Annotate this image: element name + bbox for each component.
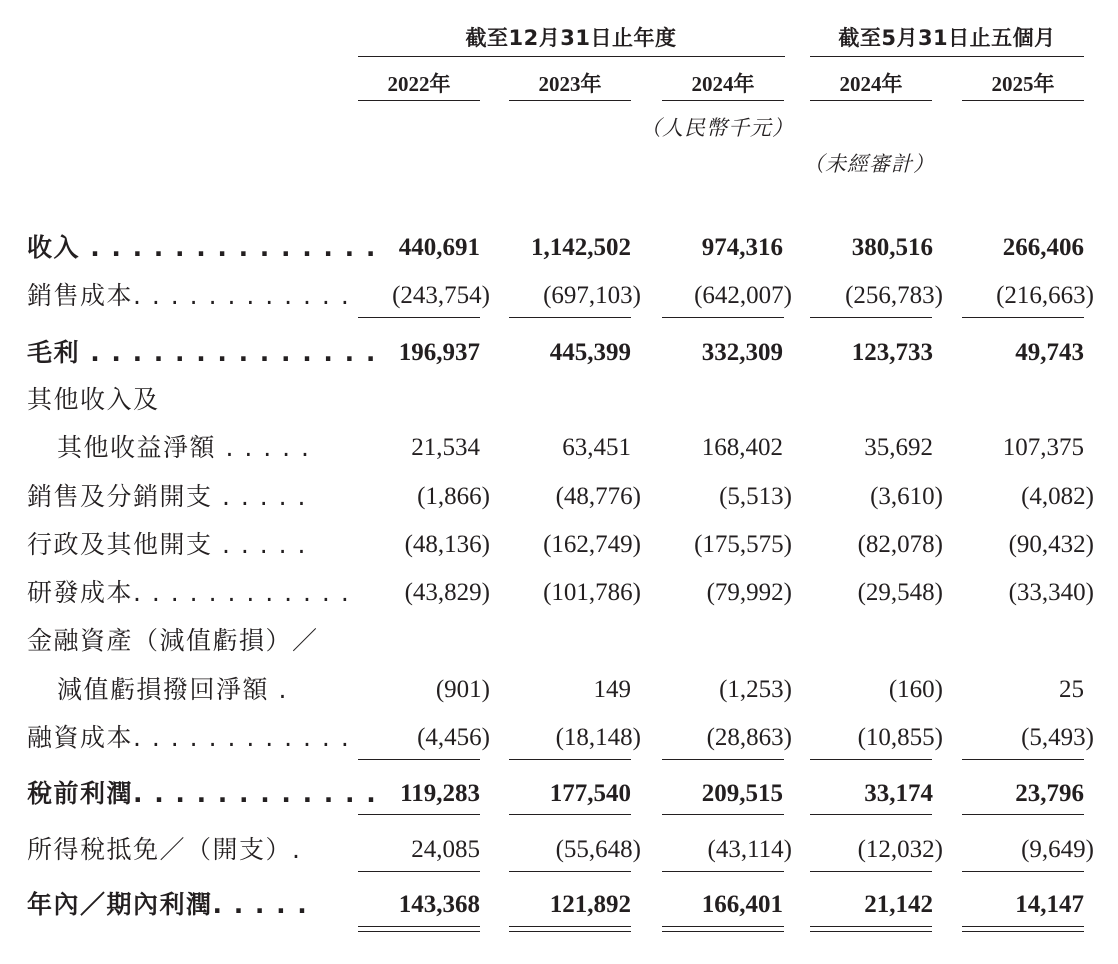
- subtotal-rule: [358, 317, 480, 318]
- table-cell: 21,534: [411, 434, 480, 461]
- row-label: 稅前利潤. . . . . . . . . . . .: [27, 779, 378, 808]
- total-double-rule: [509, 926, 631, 932]
- table-cell: 49,743: [1015, 339, 1084, 366]
- table-cell: (216,663): [996, 282, 1094, 309]
- table-cell: 380,516: [851, 234, 933, 261]
- year-header-5: 2025年: [991, 72, 1055, 96]
- table-row-impairment-label: [0, 621, 1118, 661]
- table-cell: (29,548): [857, 579, 943, 606]
- table-cell: 21,142: [864, 891, 933, 918]
- table-cell: (1,866): [417, 483, 490, 510]
- table-row-rnd-costs: [0, 573, 1118, 613]
- table-cell: 166,401: [701, 891, 783, 918]
- table-cell: 196,937: [398, 339, 480, 366]
- subtotal-rule: [662, 871, 784, 872]
- row-label: 行政及其他開支 . . . . .: [27, 530, 307, 559]
- subtotal-rule: [810, 871, 932, 872]
- table-cell: (642,007): [694, 282, 792, 309]
- table-cell: (79,992): [706, 579, 792, 606]
- table-row-admin-expenses: [0, 525, 1118, 565]
- table-cell: (90,432): [1008, 531, 1094, 558]
- table-cell: 1,142,502: [531, 234, 631, 261]
- table-row-cost-of-sales: [0, 276, 1118, 316]
- subtotal-rule: [962, 871, 1084, 872]
- table-cell: (18,148): [555, 724, 641, 751]
- year-header-1: 2022年: [387, 72, 451, 96]
- year-header-rule-3: [662, 100, 784, 101]
- table-cell: (9,649): [1021, 836, 1094, 863]
- total-double-rule: [358, 926, 480, 932]
- year-header-rule-5: [962, 100, 1084, 101]
- table-cell: 121,892: [549, 891, 631, 918]
- table-cell: (4,082): [1021, 483, 1094, 510]
- table-cell: (697,103): [543, 282, 641, 309]
- subtotal-rule: [962, 814, 1084, 815]
- table-cell: (55,648): [555, 836, 641, 863]
- subtotal-rule: [358, 871, 480, 872]
- table-cell: 119,283: [400, 780, 480, 807]
- table-cell: (175,575): [694, 531, 792, 558]
- table-cell: (28,863): [706, 724, 792, 751]
- subtotal-rule: [509, 317, 631, 318]
- table-row-impairment-net: [0, 670, 1118, 710]
- row-label: 年內／期內利潤. . . . .: [27, 890, 309, 919]
- table-cell: 123,733: [851, 339, 933, 366]
- row-label: 研發成本. . . . . . . . . . . .: [27, 578, 351, 607]
- table-cell: (43,829): [404, 579, 490, 606]
- table-cell: (82,078): [857, 531, 943, 558]
- row-label: 毛利 . . . . . . . . . . . . . .: [27, 338, 377, 367]
- subtotal-rule: [358, 814, 480, 815]
- table-cell: 440,691: [398, 234, 480, 261]
- total-double-rule: [962, 926, 1084, 932]
- table-cell: 63,451: [562, 434, 631, 461]
- table-row-finance-costs: [0, 718, 1118, 758]
- table-cell: 974,316: [701, 234, 783, 261]
- table-cell: 23,796: [1015, 780, 1084, 807]
- table-cell: 24,085: [411, 836, 480, 863]
- year-header-rule-1: [358, 100, 480, 101]
- subtotal-rule: [810, 759, 932, 760]
- row-label: 減值虧損撥回淨額 .: [57, 675, 288, 704]
- table-cell: 14,147: [1015, 891, 1084, 918]
- table-cell: (1,253): [719, 676, 792, 703]
- row-label: 金融資產（減值虧損）／: [27, 626, 319, 655]
- table-cell: (162,749): [543, 531, 641, 558]
- table-cell: (101,786): [543, 579, 641, 606]
- group-header-five-months: 截至5月31日止五個月: [838, 26, 1056, 50]
- table-cell: 445,399: [549, 339, 631, 366]
- subtotal-rule: [662, 814, 784, 815]
- total-double-rule: [810, 926, 932, 932]
- subtotal-rule: [509, 871, 631, 872]
- unaudited-note: （未經審計）: [803, 152, 935, 176]
- table-cell: (33,340): [1008, 579, 1094, 606]
- total-double-rule: [662, 926, 784, 932]
- year-header-2: 2023年: [538, 72, 602, 96]
- table-cell: 35,692: [864, 434, 933, 461]
- subtotal-rule: [962, 759, 1084, 760]
- table-row-revenue: [0, 228, 1118, 268]
- table-cell: (4,456): [417, 724, 490, 751]
- table-cell: 177,540: [549, 780, 631, 807]
- table-cell: (48,136): [404, 531, 490, 558]
- table-row-profit-before-tax: [0, 774, 1118, 814]
- subtotal-rule: [810, 317, 932, 318]
- table-cell: (901): [435, 676, 490, 703]
- row-label: 所得稅抵免／（開支）.: [27, 835, 302, 864]
- subtotal-rule: [810, 814, 932, 815]
- table-cell: (5,513): [719, 483, 792, 510]
- table-cell: (256,783): [845, 282, 943, 309]
- table-cell: (10,855): [857, 724, 943, 751]
- row-label: 收入 . . . . . . . . . . . . . .: [27, 233, 377, 262]
- table-cell: 33,174: [864, 780, 933, 807]
- table-cell: (43,114): [707, 836, 792, 863]
- group-header-rule-five-months: [810, 56, 1084, 57]
- year-header-4: 2024年: [839, 72, 903, 96]
- table-cell: 266,406: [1002, 234, 1084, 261]
- subtotal-rule: [962, 317, 1084, 318]
- table-cell: 332,309: [701, 339, 783, 366]
- table-cell: (48,776): [555, 483, 641, 510]
- subtotal-rule: [509, 814, 631, 815]
- table-cell: 149: [593, 676, 631, 703]
- subtotal-rule: [358, 759, 480, 760]
- group-header-fiscal-years: 截至12月31日止年度: [465, 26, 677, 50]
- table-cell: (12,032): [857, 836, 943, 863]
- table-cell: (160): [888, 676, 943, 703]
- table-row-gross-profit: [0, 333, 1118, 373]
- subtotal-rule: [662, 317, 784, 318]
- table-cell: 107,375: [1002, 434, 1084, 461]
- table-cell: (5,493): [1021, 724, 1094, 751]
- row-label: 銷售及分銷開支 . . . . .: [27, 482, 307, 511]
- row-label: 其他收入及: [27, 385, 160, 414]
- table-cell: (3,610): [870, 483, 943, 510]
- table-cell: 209,515: [701, 780, 783, 807]
- year-header-rule-4: [810, 100, 932, 101]
- currency-note: （人民幣千元）: [640, 116, 794, 140]
- table-cell: (243,754): [392, 282, 490, 309]
- row-label: 融資成本. . . . . . . . . . . .: [27, 723, 351, 752]
- year-header-3: 2024年: [691, 72, 755, 96]
- group-header-rule-fiscal-years: [358, 56, 785, 57]
- table-row-profit-for-period: [0, 885, 1118, 925]
- table-cell: 143,368: [398, 891, 480, 918]
- table-cell: 25: [1059, 676, 1084, 703]
- subtotal-rule: [662, 759, 784, 760]
- table-row-selling-expenses: [0, 477, 1118, 517]
- year-header-rule-2: [509, 100, 631, 101]
- table-row-other-income-label: [0, 380, 1118, 420]
- row-label: 銷售成本. . . . . . . . . . . .: [27, 281, 351, 310]
- row-label: 其他收益淨額 . . . . .: [57, 433, 311, 462]
- table-cell: 168,402: [701, 434, 783, 461]
- subtotal-rule: [509, 759, 631, 760]
- table-row-income-tax: [0, 830, 1118, 870]
- table-row-other-gains-net: [0, 428, 1118, 468]
